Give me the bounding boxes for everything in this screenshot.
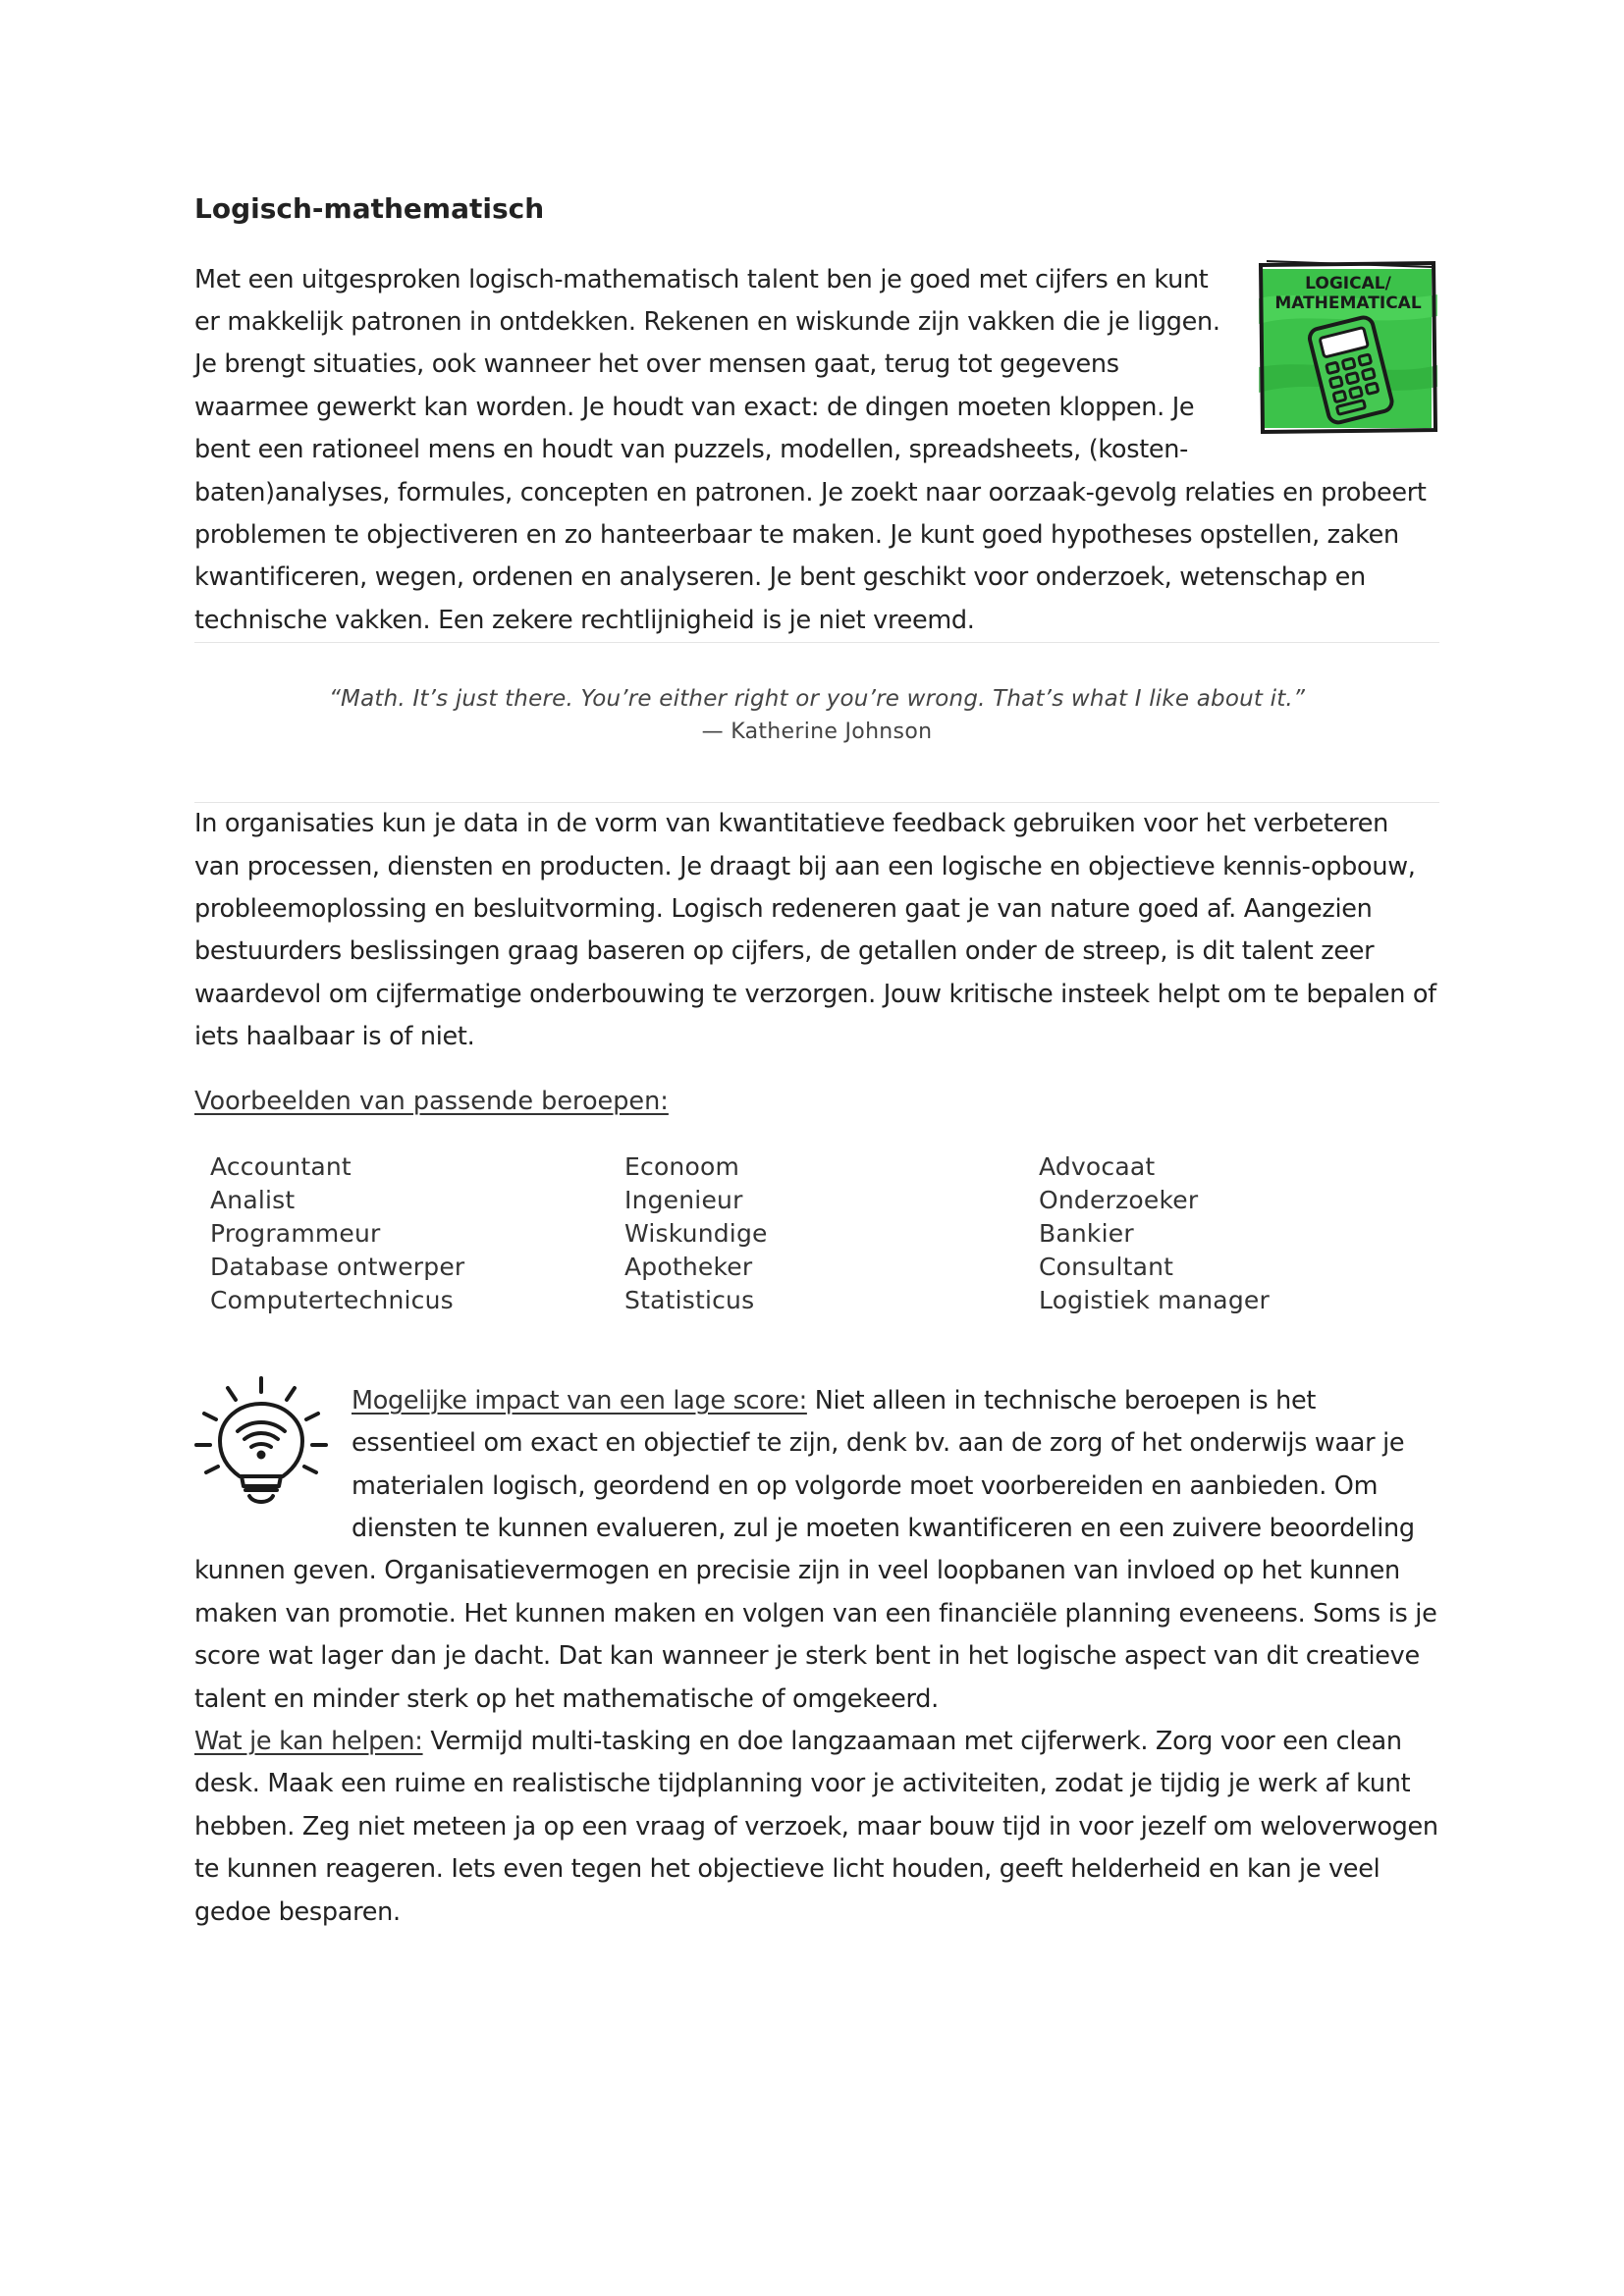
lightbulb-icon xyxy=(192,1374,330,1512)
job-item: Database ontwerper xyxy=(210,1252,465,1281)
logical-mathematical-badge-icon xyxy=(1257,259,1439,434)
job-item: Programmeur xyxy=(210,1218,381,1248)
job-item: Wiskundige xyxy=(624,1218,768,1248)
helps-label: Wat je kan helpen: xyxy=(194,1726,423,1756)
job-item: Consultant xyxy=(1039,1252,1174,1281)
document-page xyxy=(194,192,1439,1934)
job-item: Computertechnicus xyxy=(210,1285,454,1314)
job-item: Advocaat xyxy=(1039,1151,1156,1181)
impact-paragraph xyxy=(194,1380,1439,1721)
jobs-column-2 xyxy=(624,1150,1039,1317)
job-item: Onderzoeker xyxy=(1039,1185,1199,1214)
intro-block xyxy=(194,259,1439,643)
section-title: Logisch-mathematisch xyxy=(194,192,545,225)
jobs-list xyxy=(210,1150,1439,1317)
job-item: Econoom xyxy=(624,1151,740,1181)
impact-text: Niet alleen in technische beroepen is het essentieel om exact en objectief te zijn, denk bv. aan de zorg of het onderwijs waar je materialen logisch, geordend en op volgorde moet voorbereiden en aanbieden. Om diensten te kunnen evalueren, zul je moeten kwantificeren en een zuivere beoordeling kunnen geven. Organisatievermogen en precisie zijn in veel loopbanen van invloed op het kunnen maken van promotie. Het kunnen maken en volgen van een financiële planning eveneens. Soms is je score wat lager dan je dacht. Dat kan wanneer je sterk bent in het logische aspect van dit creatieve talent en minder sterk op het mathematische of omgekeerd. xyxy=(194,1385,1437,1714)
impact-label: Mogelijke impact van een lage score: xyxy=(352,1385,807,1415)
job-item: Analist xyxy=(210,1185,296,1214)
job-item: Logistiek manager xyxy=(1039,1285,1270,1314)
helps-text: Vermijd multi-tasking en doe langzaamaan met cijferwerk. Zorg voor een clean desk. Maak een ruime en realistische tijdplanning voor je activiteiten, zodat je tijdig je werk af kunt hebben. Zeg niet meteen ja op een vraag of verzoek, maar bouw tijd in voor jezelf om weloverwogen te kunnen reageren. Iets even tegen het objectieve licht houden, geeft helderheid en kan je veel gedoe besparen. xyxy=(194,1726,1438,1927)
helps-paragraph xyxy=(194,1721,1439,1934)
quote-block xyxy=(194,643,1439,802)
job-item: Statisticus xyxy=(624,1285,755,1314)
jobs-column-1 xyxy=(210,1150,624,1317)
organisations-paragraph: In organisaties kun je data in de vorm van kwantitatieve feedback gebruiken voor het verbeteren van processen, diensten en producten. Je draagt bij aan een logische en objectieve kennis-opbouw, probleemoplossing en besluitvorming. Logisch redeneren gaat je van nature goed af. Aangezien bestuurders beslissingen graag baseren op cijfers, de getallen onder de streep, is dit talent zeer waardevol om cijfermatige onderbouwing te verzorgen. Jouw kritische insteek helpt om te bepalen of iets haalbaar is of niet. xyxy=(194,809,1436,1052)
quote-text: “Math. It’s just there. You’re either right or you’re wrong. That’s what I like about it.” xyxy=(328,686,1306,713)
jobs-column-3 xyxy=(1039,1150,1432,1317)
job-item: Bankier xyxy=(1039,1218,1134,1248)
job-item: Ingenieur xyxy=(624,1185,743,1214)
intro-paragraph: Met een uitgesproken logisch-mathematisch talent ben je goed met cijfers en kunt er makkelijk patronen in ontdekken. Rekenen en wiskunde zijn vakken die je liggen. Je brengt situaties, ook wanneer het over mensen gaat, terug tot gegevens waarmee gewerkt kan worden. Je houdt van exact: de dingen moeten kloppen. Je bent een rationeel mens en houdt van puzzels, modellen, spreadsheets, (kosten-baten)analyses, formules, concepten en patronen. Je zoekt naar oorzaak-gevolg relaties en probeert problemen te objectiveren en zo hanteerbaar te maken. Je kunt goed hypotheses opstellen, zaken kwantificeren, wegen, ordenen en analyseren. Je bent geschikt voor onderzoek, wetenschap en technische vakken. Een zekere rechtlijnigheid is je niet vreemd. xyxy=(194,264,1427,635)
impact-block xyxy=(194,1380,1439,1721)
job-item: Apotheker xyxy=(624,1252,753,1281)
badge-line2: MATHEMATICAL xyxy=(1274,293,1422,313)
badge-line1: LOGICAL/ xyxy=(1305,273,1391,294)
examples-heading: Voorbeelden van passende beroepen: xyxy=(194,1086,669,1116)
job-item: Accountant xyxy=(210,1151,352,1181)
quote-author: — Katherine Johnson xyxy=(701,720,933,745)
